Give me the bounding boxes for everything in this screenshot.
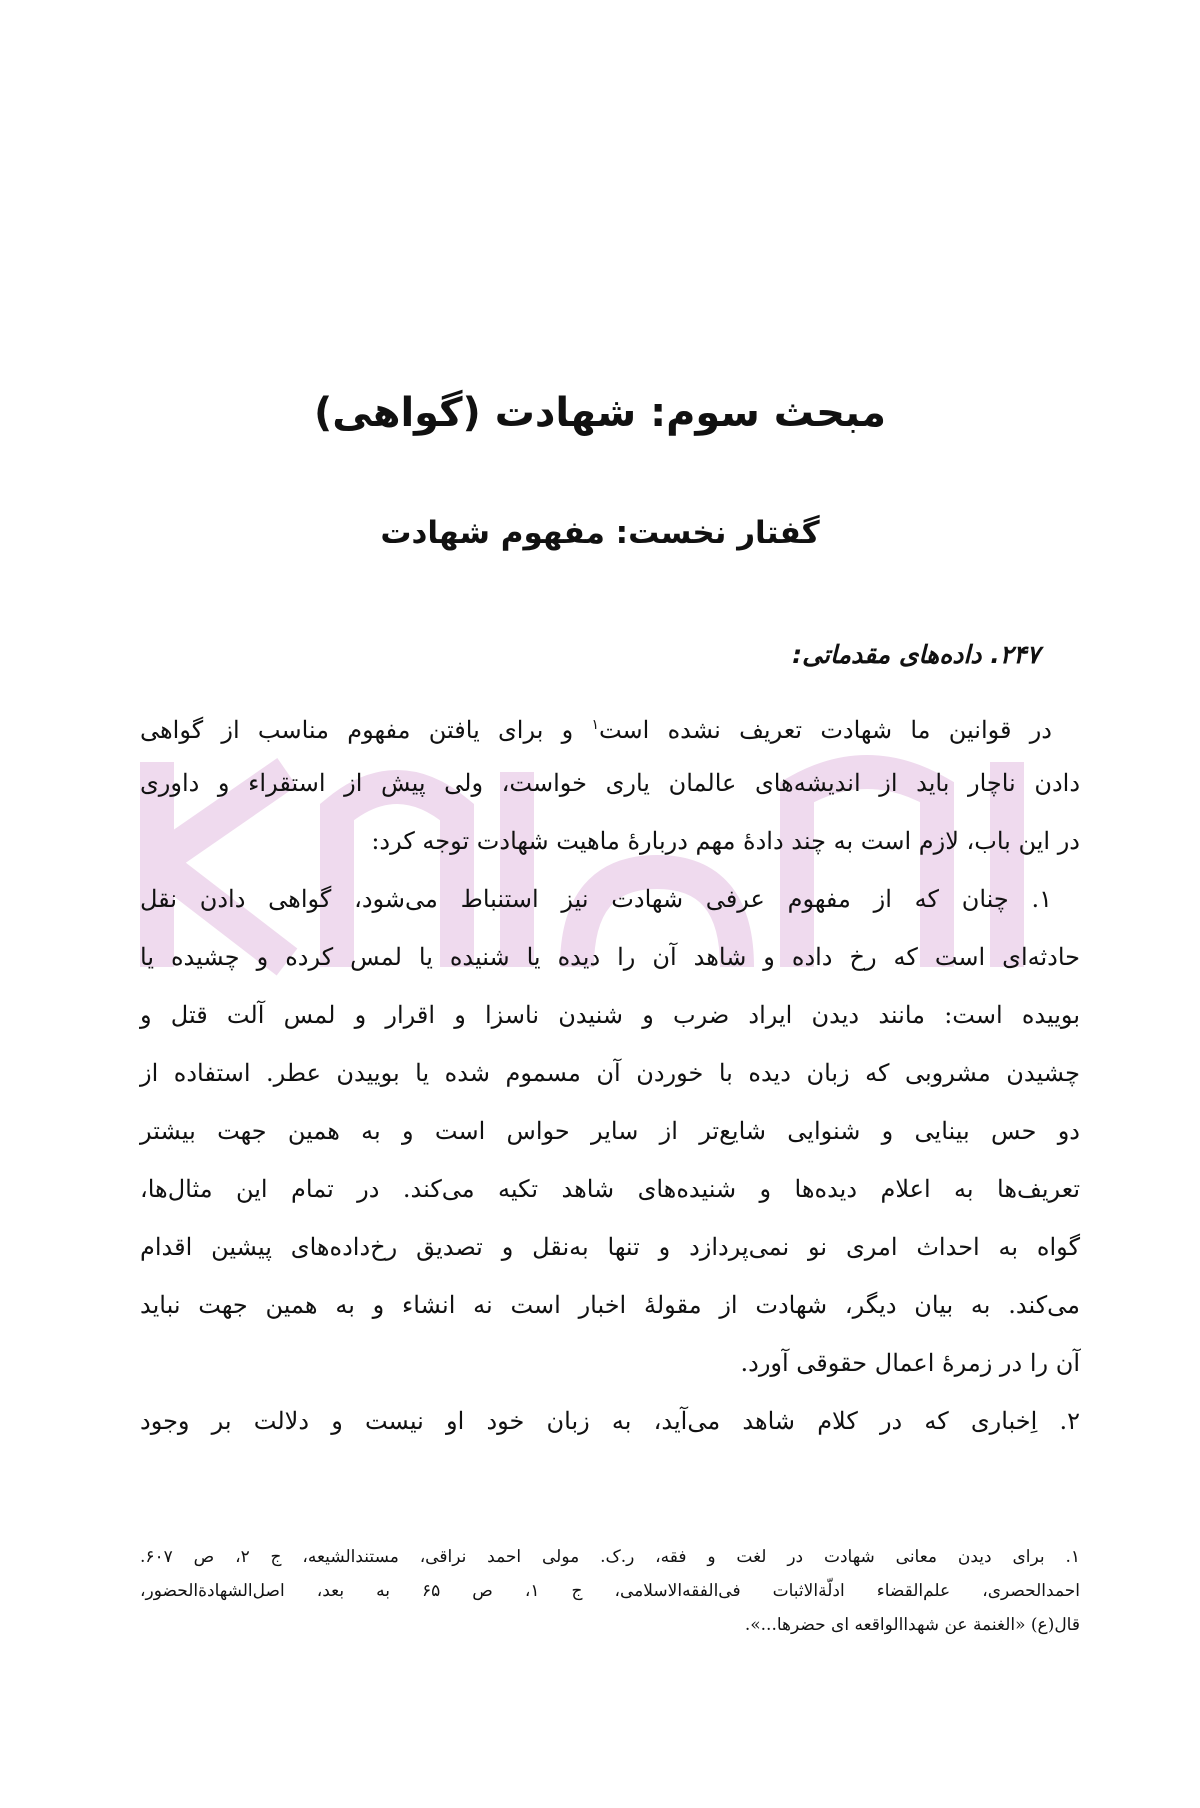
body-line: گواه به احداث امری نو نمی‌پردازد و تنها به‌نقل و تصدیق رخ‌داده‌های پیشین اقدام — [140, 1233, 1080, 1261]
body-line: در این باب، لازم است به چند دادۀ مهم دربارۀ ماهیت شهادت توجه کرد: — [371, 827, 1080, 855]
chapter-title: گفتار نخست: مفهوم شهادت — [380, 515, 820, 551]
body-line: می‌کند. به بیان دیگر، شهادت از مقولۀ اخبار است نه انشاء و به همین جهت نباید — [140, 1291, 1080, 1319]
body-line — [140, 696, 1080, 754]
body-line: تعریف‌ها به اعلام دیده‌ها و شنیده‌های شاهد تکیه می‌کند. در تمام این مثال‌ها، — [140, 1175, 1080, 1203]
text-segment: و برای یافتن مفهوم مناسب از گواهی — [140, 716, 574, 744]
body-line: آن را در زمرۀ اعمال حقوقی آورد. — [740, 1349, 1080, 1377]
footnotes — [140, 1540, 1080, 1642]
body-line: ۲. اِخباری که در کلام شاهد می‌آید، به زبان خود او نیست و دلالت بر وجود — [140, 1407, 1080, 1435]
text-segment: در قوانین ما شهادت تعریف نشده است — [598, 716, 1052, 744]
footnote-line: احمدالحصری، علم‌القضاء ادلّة‌الاثبات فی‌الفقه‌الاسلامی، ج ۱، ص ۶۵ به بعد، اصل‌الشهادة‌الحضور، — [140, 1581, 1081, 1601]
section-title: مبحث سوم: شهادت (گواهی) — [313, 390, 887, 436]
paragraph-heading: ۲۴۷. داده‌های مقدماتی: — [792, 640, 1040, 669]
footnote-line: قال(ع) «الغنمة عن شهداالواقعه ای حضرها...». — [744, 1615, 1080, 1635]
body-line: دادن ناچار باید از اندیشه‌های عالمان یاری خواست، ولی پیش از استقراء و داوری — [140, 769, 1080, 797]
body-line: بوییده است: مانند دیدن ایراد ضرب و شنیدن ناسزا و اقرار و لمس آلت قتل و — [140, 1001, 1080, 1029]
body-line: ۱. چنان که از مفهوم عرفی شهادت نیز استنباط می‌شود، گواهی دادن نقل — [140, 885, 1052, 913]
footnote-line: ۱. برای دیدن معانی شهادت در لغت و فقه، ر.ک. مولی احمد نراقی، مستندالشیعه، ج ۲، ص ۶۰۷. — [140, 1547, 1080, 1567]
body-line: حادثه‌ای است که رخ داده و شاهد آن را دیده یا شنیده یا لمس کرده و چشیده یا — [140, 943, 1080, 971]
body-line: دو حس بینایی و شنوایی شایع‌تر از سایر حواس است و به همین جهت بیشتر — [140, 1117, 1080, 1145]
footnote-ref[interactable]: ۱ — [591, 717, 599, 733]
body-line: چشیدن مشروبی که زبان دیده با خوردن آن مسموم شده یا بوییدن عطر. استفاده از — [140, 1059, 1080, 1087]
body-text — [140, 696, 1080, 1450]
